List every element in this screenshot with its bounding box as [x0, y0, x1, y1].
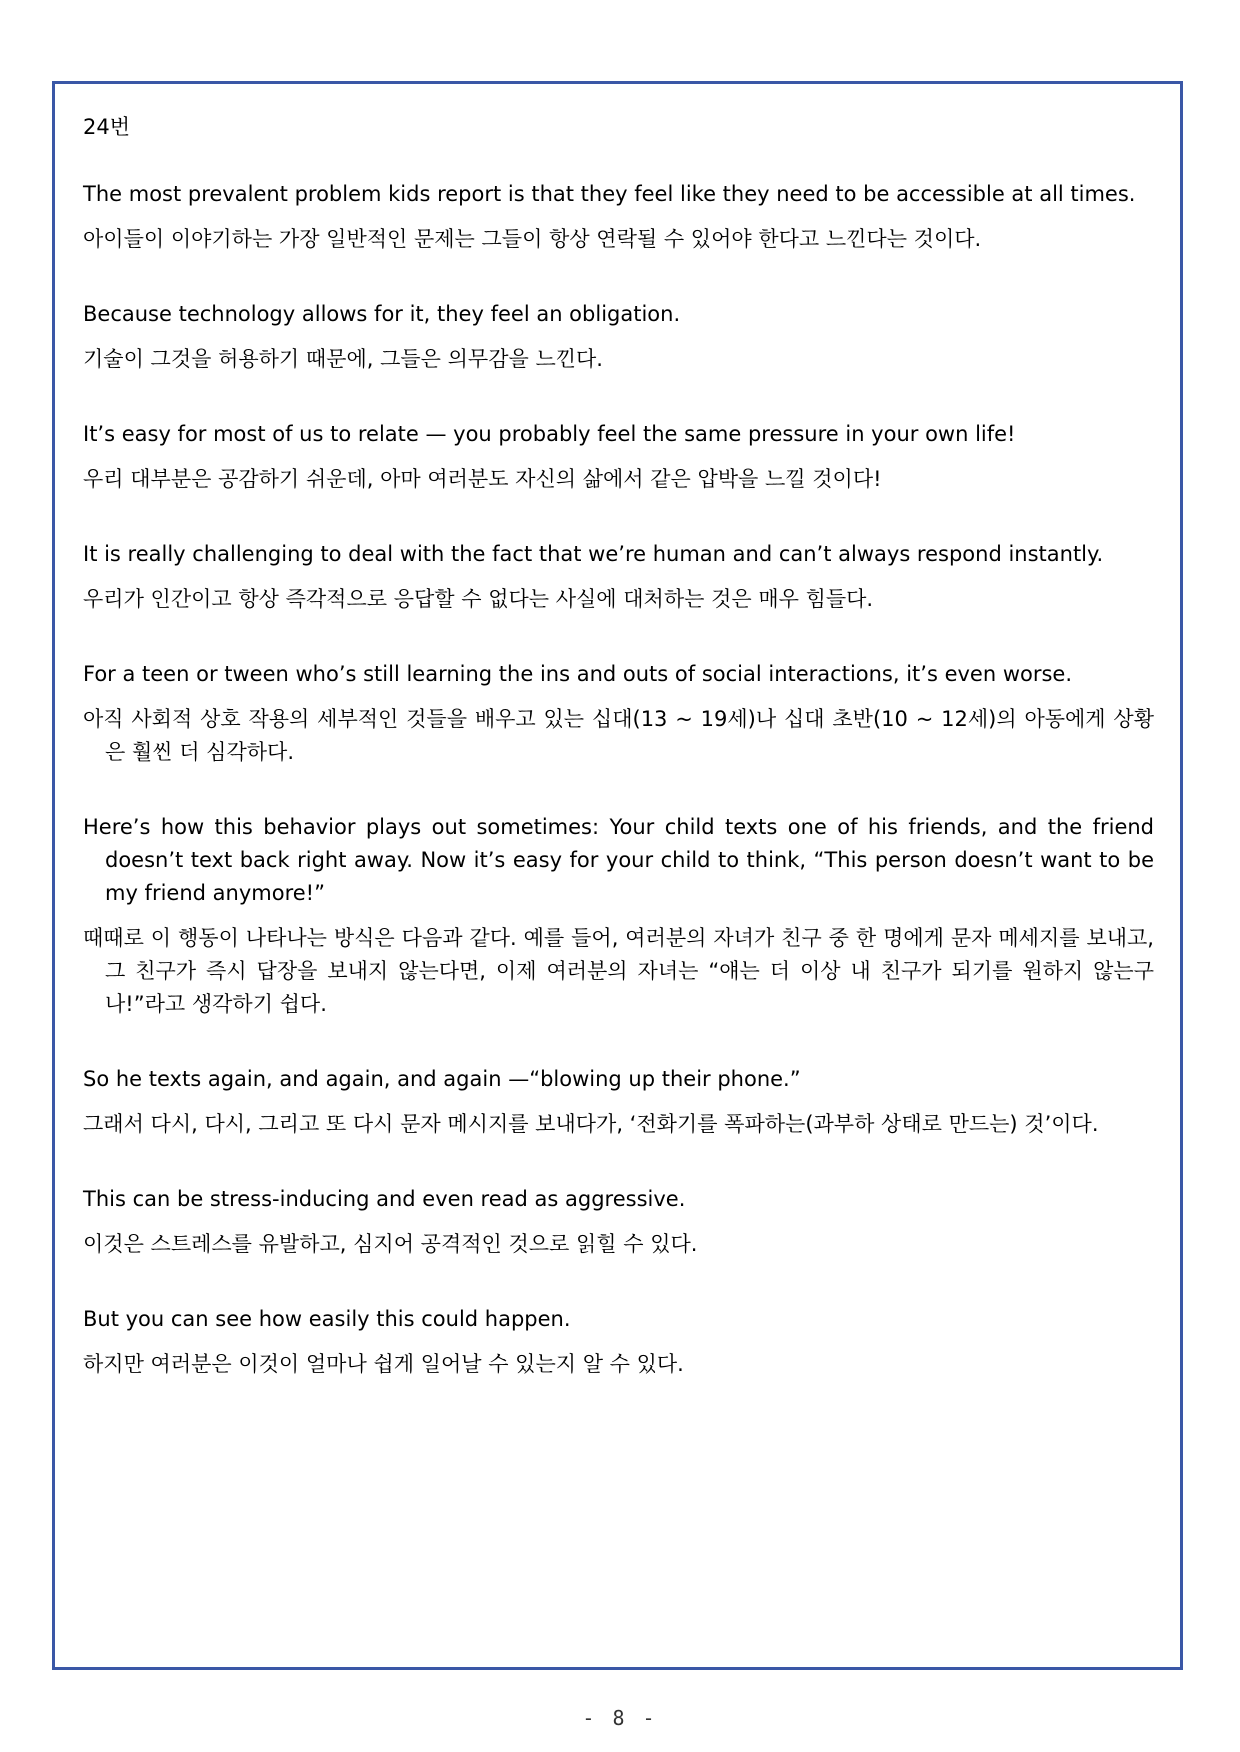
korean-translation: 그래서 다시, 다시, 그리고 또 다시 문자 메시지를 보내다가, ‘전화기를 폭파하는(과부하 상태로 만드는) 것’이다.	[83, 1112, 1099, 1136]
english-sentence: But you can see how easily this could happen.	[83, 1307, 571, 1331]
sentence-pair-7	[83, 1063, 1154, 1141]
sentence-pair-6	[83, 811, 1154, 1021]
sentence-pair-1	[83, 178, 1154, 256]
sentence-pair-3	[83, 418, 1154, 496]
korean-translation: 하지만 여러분은 이것이 얼마나 쉽게 일어날 수 있는지 알 수 있다.	[83, 1352, 684, 1376]
english-sentence: So he texts again, and again, and again —“blowing up their phone.”	[83, 1067, 801, 1091]
sentence-pair-2	[83, 298, 1154, 376]
korean-translation: 때때로 이 행동이 나타나는 방식은 다음과 같다. 예를 들어, 여러분의 자녀가 친구 중 한 명에게 문자 메세지를 보내고, 그 친구가 즉시 답장을 보내지 않는다면, 이제 여러분의 자녀는 “얘는 더 이상 내 친구가 되기를 원하지 않는구나!”라고 생각하기 쉽다.	[83, 926, 1154, 1016]
question-number: 24번	[83, 115, 131, 139]
sentence-pair-9	[83, 1303, 1154, 1381]
english-sentence: It’s easy for most of us to relate — you probably feel the same pressure in your own life!	[83, 422, 1016, 446]
english-sentence: Here’s how this behavior plays out sometimes: Your child texts one of his friends, and the friend doesn’t text back right away. Now it’s easy for your child to think, “This person doesn’t want to be my friend anymore!”	[83, 815, 1154, 905]
sentence-pair-5	[83, 658, 1154, 769]
sentence-pair-4	[83, 538, 1154, 616]
worksheet-content	[83, 110, 1154, 1381]
korean-translation: 기술이 그것을 허용하기 때문에, 그들은 의무감을 느낀다.	[83, 347, 603, 371]
english-sentence: Because technology allows for it, they feel an obligation.	[83, 302, 681, 326]
english-sentence: This can be stress-inducing and even read as aggressive.	[83, 1187, 686, 1211]
sentence-pair-8	[83, 1183, 1154, 1261]
page-number: - 8 -	[582, 1706, 658, 1730]
korean-translation: 아직 사회적 상호 작용의 세부적인 것들을 배우고 있는 십대(13 ~ 19세)나 십대 초반(10 ~ 12세)의 아동에게 상황은 훨씬 더 심각하다.	[83, 707, 1154, 764]
korean-translation: 아이들이 이야기하는 가장 일반적인 문제는 그들이 항상 연락될 수 있어야 한다고 느낀다는 것이다.	[83, 227, 982, 251]
worksheet-frame	[52, 81, 1183, 1670]
korean-translation: 우리 대부분은 공감하기 쉬운데, 아마 여러분도 자신의 삶에서 같은 압박을 느낄 것이다!	[83, 467, 882, 491]
english-sentence: The most prevalent problem kids report is that they feel like they need to be accessible at all times.	[83, 182, 1136, 206]
korean-translation: 우리가 인간이고 항상 즉각적으로 응답할 수 없다는 사실에 대처하는 것은 매우 힘들다.	[83, 587, 874, 611]
english-sentence: It is really challenging to deal with the fact that we’re human and can’t always respond instantly.	[83, 542, 1104, 566]
english-sentence: For a teen or tween who’s still learning the ins and outs of social interactions, it’s even worse.	[83, 662, 1073, 686]
korean-translation: 이것은 스트레스를 유발하고, 심지어 공격적인 것으로 읽힐 수 있다.	[83, 1232, 698, 1256]
